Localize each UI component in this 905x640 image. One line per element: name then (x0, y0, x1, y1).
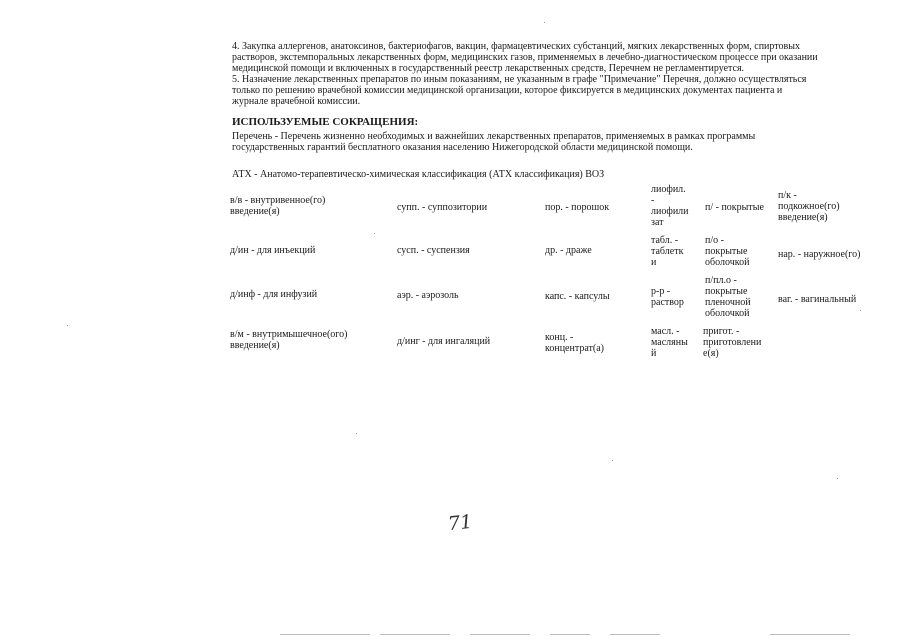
scan-speck (860, 310, 861, 311)
abbr-cell: п/ - покрытые (705, 202, 764, 213)
scan-speck (837, 478, 838, 479)
paragraph-5 (232, 74, 872, 107)
scan-speck (544, 22, 545, 23)
scan-speck (612, 460, 613, 461)
scan-speck (356, 433, 357, 434)
abbr-cell: р-р - раствор (651, 286, 684, 308)
abbr-cell: лиофил. - лиофили зат (651, 184, 689, 228)
abbr-cell: табл. - таблетк и (651, 235, 684, 268)
atx-definition: АТХ - Анатомо-терапевтическо-химическая классификация (АТХ классификация) ВОЗ (232, 169, 605, 180)
abbr-cell: аэр. - аэрозоль (397, 290, 459, 301)
paragraph-5-line: только по решению врачебной комиссии медицинской организации, которое фиксируется в медицинских документах пациента и (232, 85, 783, 96)
paragraph-5-line: 5. Назначение лекарственных препаратов по иным показаниям, не указанным в графе "Примечание" Перечня, должно осуществляться (232, 74, 807, 85)
paragraph-4-line: медицинской помощи и включенных в государственный реестр лекарственных средств, Перечнем не регламентируется. (232, 63, 745, 74)
scan-speck (374, 233, 375, 234)
abbr-cell: нар. - наружное(го) (778, 249, 861, 260)
abbr-cell: в/м - внутримышечное(ого) введение(я) (230, 329, 348, 351)
scan-edge-noise (250, 634, 890, 636)
abbr-cell: п/пл.о - покрытые пленочной оболочкой (705, 275, 751, 319)
abbr-cell: капс. - капсулы (545, 291, 610, 302)
abbr-cell: супп. - суппозитории (397, 202, 488, 213)
handwritten-page-number: 71 (446, 510, 474, 536)
perechen-definition-line: государственных гарантий бесплатного оказания населению Нижегородской области медицинской помощи. (232, 142, 693, 153)
scan-speck (67, 325, 68, 326)
abbr-cell: др. - драже (545, 245, 592, 256)
abbr-cell: сусп. - суспензия (397, 245, 470, 256)
abbreviations-heading: ИСПОЛЬЗУЕМЫЕ СОКРАЩЕНИЯ: (232, 116, 419, 128)
abbr-cell: д/инф - для инфузий (230, 289, 318, 300)
abbr-cell: п/о - покрытые оболочкой (705, 235, 750, 268)
abbr-cell: п/к - подкожное(го) введение(я) (778, 190, 840, 223)
abbr-cell: пор. - порошок (545, 202, 610, 213)
paragraph-4-line: 4. Закупка аллергенов, анатоксинов, бактериофагов, вакцин, фармацевтических субстанций, мягких лекарственных форм, спиртовых (232, 41, 800, 52)
abbr-cell: масл. - масляны й (651, 326, 688, 359)
perechen-definition (232, 131, 872, 153)
abbr-cell: в/в - внутривенное(го) введение(я) (230, 195, 326, 217)
paragraph-5-line: журнале врачебной комиссии. (232, 96, 361, 107)
abbr-cell: пригот. - приготовлени е(я) (703, 326, 762, 359)
perechen-definition-line: Перечень - Перечень жизненно необходимых и важнейших лекарственных препаратов, применяемых в рамках программы (232, 131, 756, 142)
abbr-cell: д/ин - для инъекций (230, 245, 316, 256)
paragraph-4-line: растворов, экстемпоральных лекарственных форм, медицинских газов, применяемых в лечебно-диагностическом процессе при оказании (232, 52, 818, 63)
abbr-cell: конц. - концентрат(а) (545, 332, 604, 354)
paragraph-4 (232, 41, 872, 74)
abbr-cell: д/инг - для ингаляций (397, 336, 491, 347)
abbr-cell: ваг. - вагинальный (778, 294, 857, 305)
